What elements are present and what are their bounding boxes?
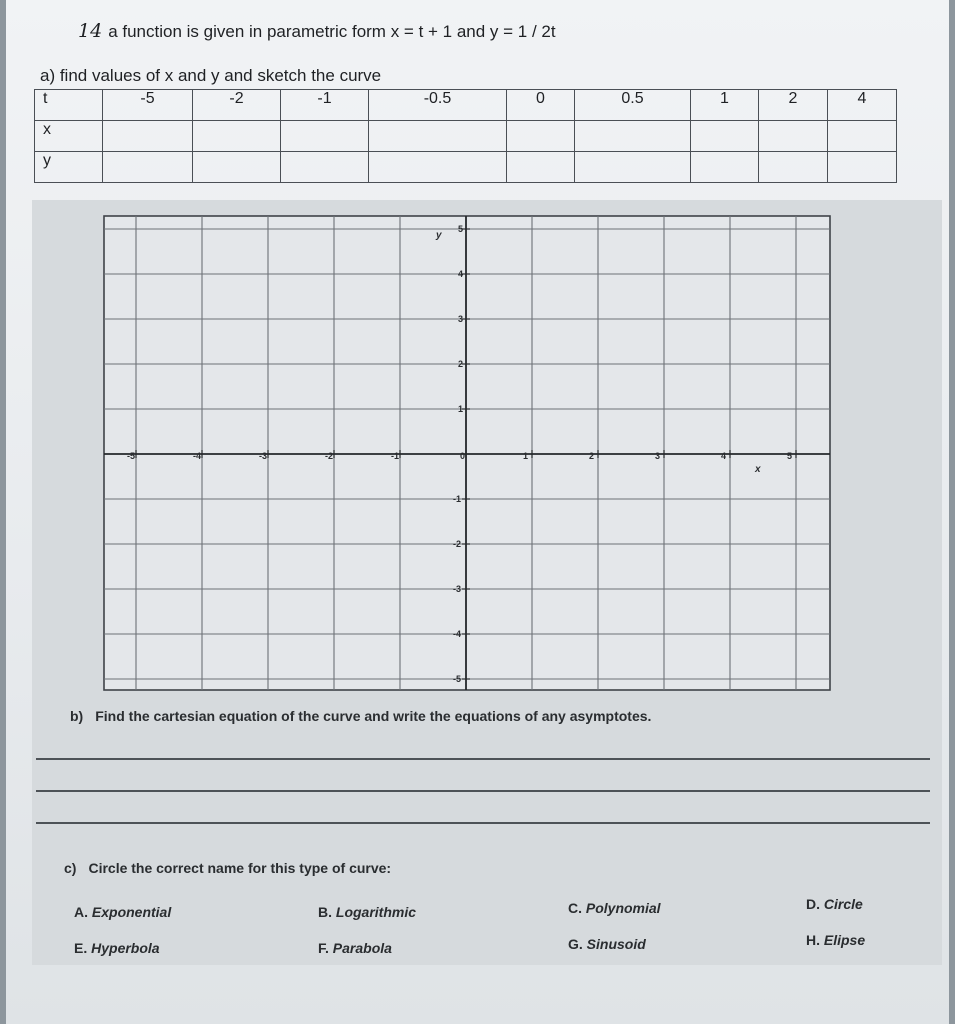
option-hyperbola[interactable] bbox=[74, 940, 160, 956]
row-label-t: t bbox=[35, 90, 103, 121]
question-title bbox=[78, 20, 556, 42]
question-text: a function is given in parametric form x = t + 1 and y = 1 / 2t bbox=[108, 22, 556, 41]
values-table bbox=[34, 89, 897, 183]
y-cell[interactable] bbox=[759, 152, 828, 183]
x-tick-label: -3 bbox=[259, 451, 268, 461]
y-cell[interactable] bbox=[691, 152, 759, 183]
option-elipse[interactable] bbox=[806, 932, 865, 948]
x-cell[interactable] bbox=[193, 121, 281, 152]
x-cell[interactable] bbox=[828, 121, 897, 152]
option-name: Sinusoid bbox=[586, 936, 646, 952]
t-value: 1 bbox=[691, 90, 759, 121]
x-tick-label: 4 bbox=[721, 451, 727, 461]
x-axis-label: x bbox=[755, 464, 761, 475]
part-c-text: Circle the correct name for this type of curve: bbox=[88, 860, 392, 876]
y-tick-label: 2 bbox=[458, 359, 464, 369]
part-b-text: Find the cartesian equation of the curve and write the equations of any asymptotes. bbox=[95, 708, 652, 724]
option-parabola[interactable] bbox=[318, 940, 392, 956]
option-sinusoid[interactable] bbox=[568, 936, 646, 952]
row-label-y: y bbox=[35, 152, 103, 183]
y-tick-label: 4 bbox=[458, 269, 464, 279]
x-cell[interactable] bbox=[507, 121, 575, 152]
option-name: Exponential bbox=[91, 904, 172, 920]
x-tick-label: -1 bbox=[391, 451, 400, 461]
table-row-t bbox=[35, 90, 897, 121]
y-cell[interactable] bbox=[369, 152, 507, 183]
x-tick-label: -4 bbox=[193, 451, 202, 461]
option-exponential[interactable] bbox=[74, 904, 171, 920]
t-value: 0 bbox=[507, 90, 575, 121]
option-letter: G. bbox=[568, 936, 583, 952]
y-cell[interactable] bbox=[575, 152, 691, 183]
t-value: -0.5 bbox=[369, 90, 507, 121]
option-letter: E. bbox=[74, 940, 88, 956]
t-value: -5 bbox=[103, 90, 193, 121]
x-cell[interactable] bbox=[369, 121, 507, 152]
part-c-label: c) bbox=[64, 860, 77, 876]
y-tick-label: 1 bbox=[458, 404, 464, 414]
x-cell[interactable] bbox=[759, 121, 828, 152]
table-row-x bbox=[35, 121, 897, 152]
y-tick-label: -2 bbox=[453, 539, 462, 549]
option-letter: D. bbox=[806, 896, 820, 912]
coordinate-grid[interactable] bbox=[100, 214, 836, 694]
x-tick-label: 3 bbox=[655, 451, 661, 461]
option-name: Logarithmic bbox=[335, 904, 417, 920]
y-tick-label: -1 bbox=[453, 494, 462, 504]
option-letter: A. bbox=[74, 904, 88, 920]
part-b-label: b) bbox=[70, 708, 84, 724]
question-number: 14 bbox=[78, 20, 103, 42]
x-cell[interactable] bbox=[691, 121, 759, 152]
x-cell[interactable] bbox=[103, 121, 193, 152]
y-tick-label: 3 bbox=[458, 314, 464, 324]
t-value: 4 bbox=[828, 90, 897, 121]
part-a-prompt: a) find values of x and y and sketch the curve bbox=[40, 66, 382, 85]
option-polynomial[interactable] bbox=[568, 900, 661, 916]
y-cell[interactable] bbox=[507, 152, 575, 183]
option-letter: C. bbox=[568, 900, 582, 916]
option-logarithmic[interactable] bbox=[318, 904, 416, 920]
t-value: 2 bbox=[759, 90, 828, 121]
answer-line[interactable] bbox=[36, 822, 930, 824]
option-name: Parabola bbox=[332, 940, 392, 956]
x-cell[interactable] bbox=[575, 121, 691, 152]
y-axis-label: y bbox=[436, 230, 442, 241]
y-tick-label: 5 bbox=[458, 224, 464, 234]
x-tick-label: 2 bbox=[589, 451, 595, 461]
part-b-prompt bbox=[70, 708, 651, 724]
option-name: Hyperbola bbox=[91, 940, 160, 956]
y-cell[interactable] bbox=[828, 152, 897, 183]
option-letter: B. bbox=[318, 904, 332, 920]
t-value: 0.5 bbox=[575, 90, 691, 121]
x-tick-label: 5 bbox=[787, 451, 793, 461]
t-value: -1 bbox=[281, 90, 369, 121]
answer-line[interactable] bbox=[36, 790, 930, 792]
x-cell[interactable] bbox=[281, 121, 369, 152]
x-tick-label: 0 bbox=[460, 451, 466, 461]
y-cell[interactable] bbox=[103, 152, 193, 183]
t-value: -2 bbox=[193, 90, 281, 121]
row-label-x: x bbox=[35, 121, 103, 152]
option-circle[interactable] bbox=[806, 896, 863, 912]
x-tick-label: -5 bbox=[127, 451, 136, 461]
option-name: Polynomial bbox=[585, 900, 661, 916]
y-cell[interactable] bbox=[281, 152, 369, 183]
y-tick-label: -5 bbox=[453, 674, 462, 684]
option-name: Elipse bbox=[823, 932, 866, 948]
x-tick-label: -2 bbox=[325, 451, 334, 461]
part-c-prompt bbox=[64, 860, 391, 876]
y-tick-label: -3 bbox=[453, 584, 462, 594]
option-name: Circle bbox=[823, 896, 863, 912]
table-row-y bbox=[35, 152, 897, 183]
answer-line[interactable] bbox=[36, 758, 930, 760]
x-tick-label: 1 bbox=[523, 451, 529, 461]
option-letter: H. bbox=[806, 932, 820, 948]
option-letter: F. bbox=[318, 940, 329, 956]
y-cell[interactable] bbox=[193, 152, 281, 183]
y-tick-label: -4 bbox=[453, 629, 462, 639]
